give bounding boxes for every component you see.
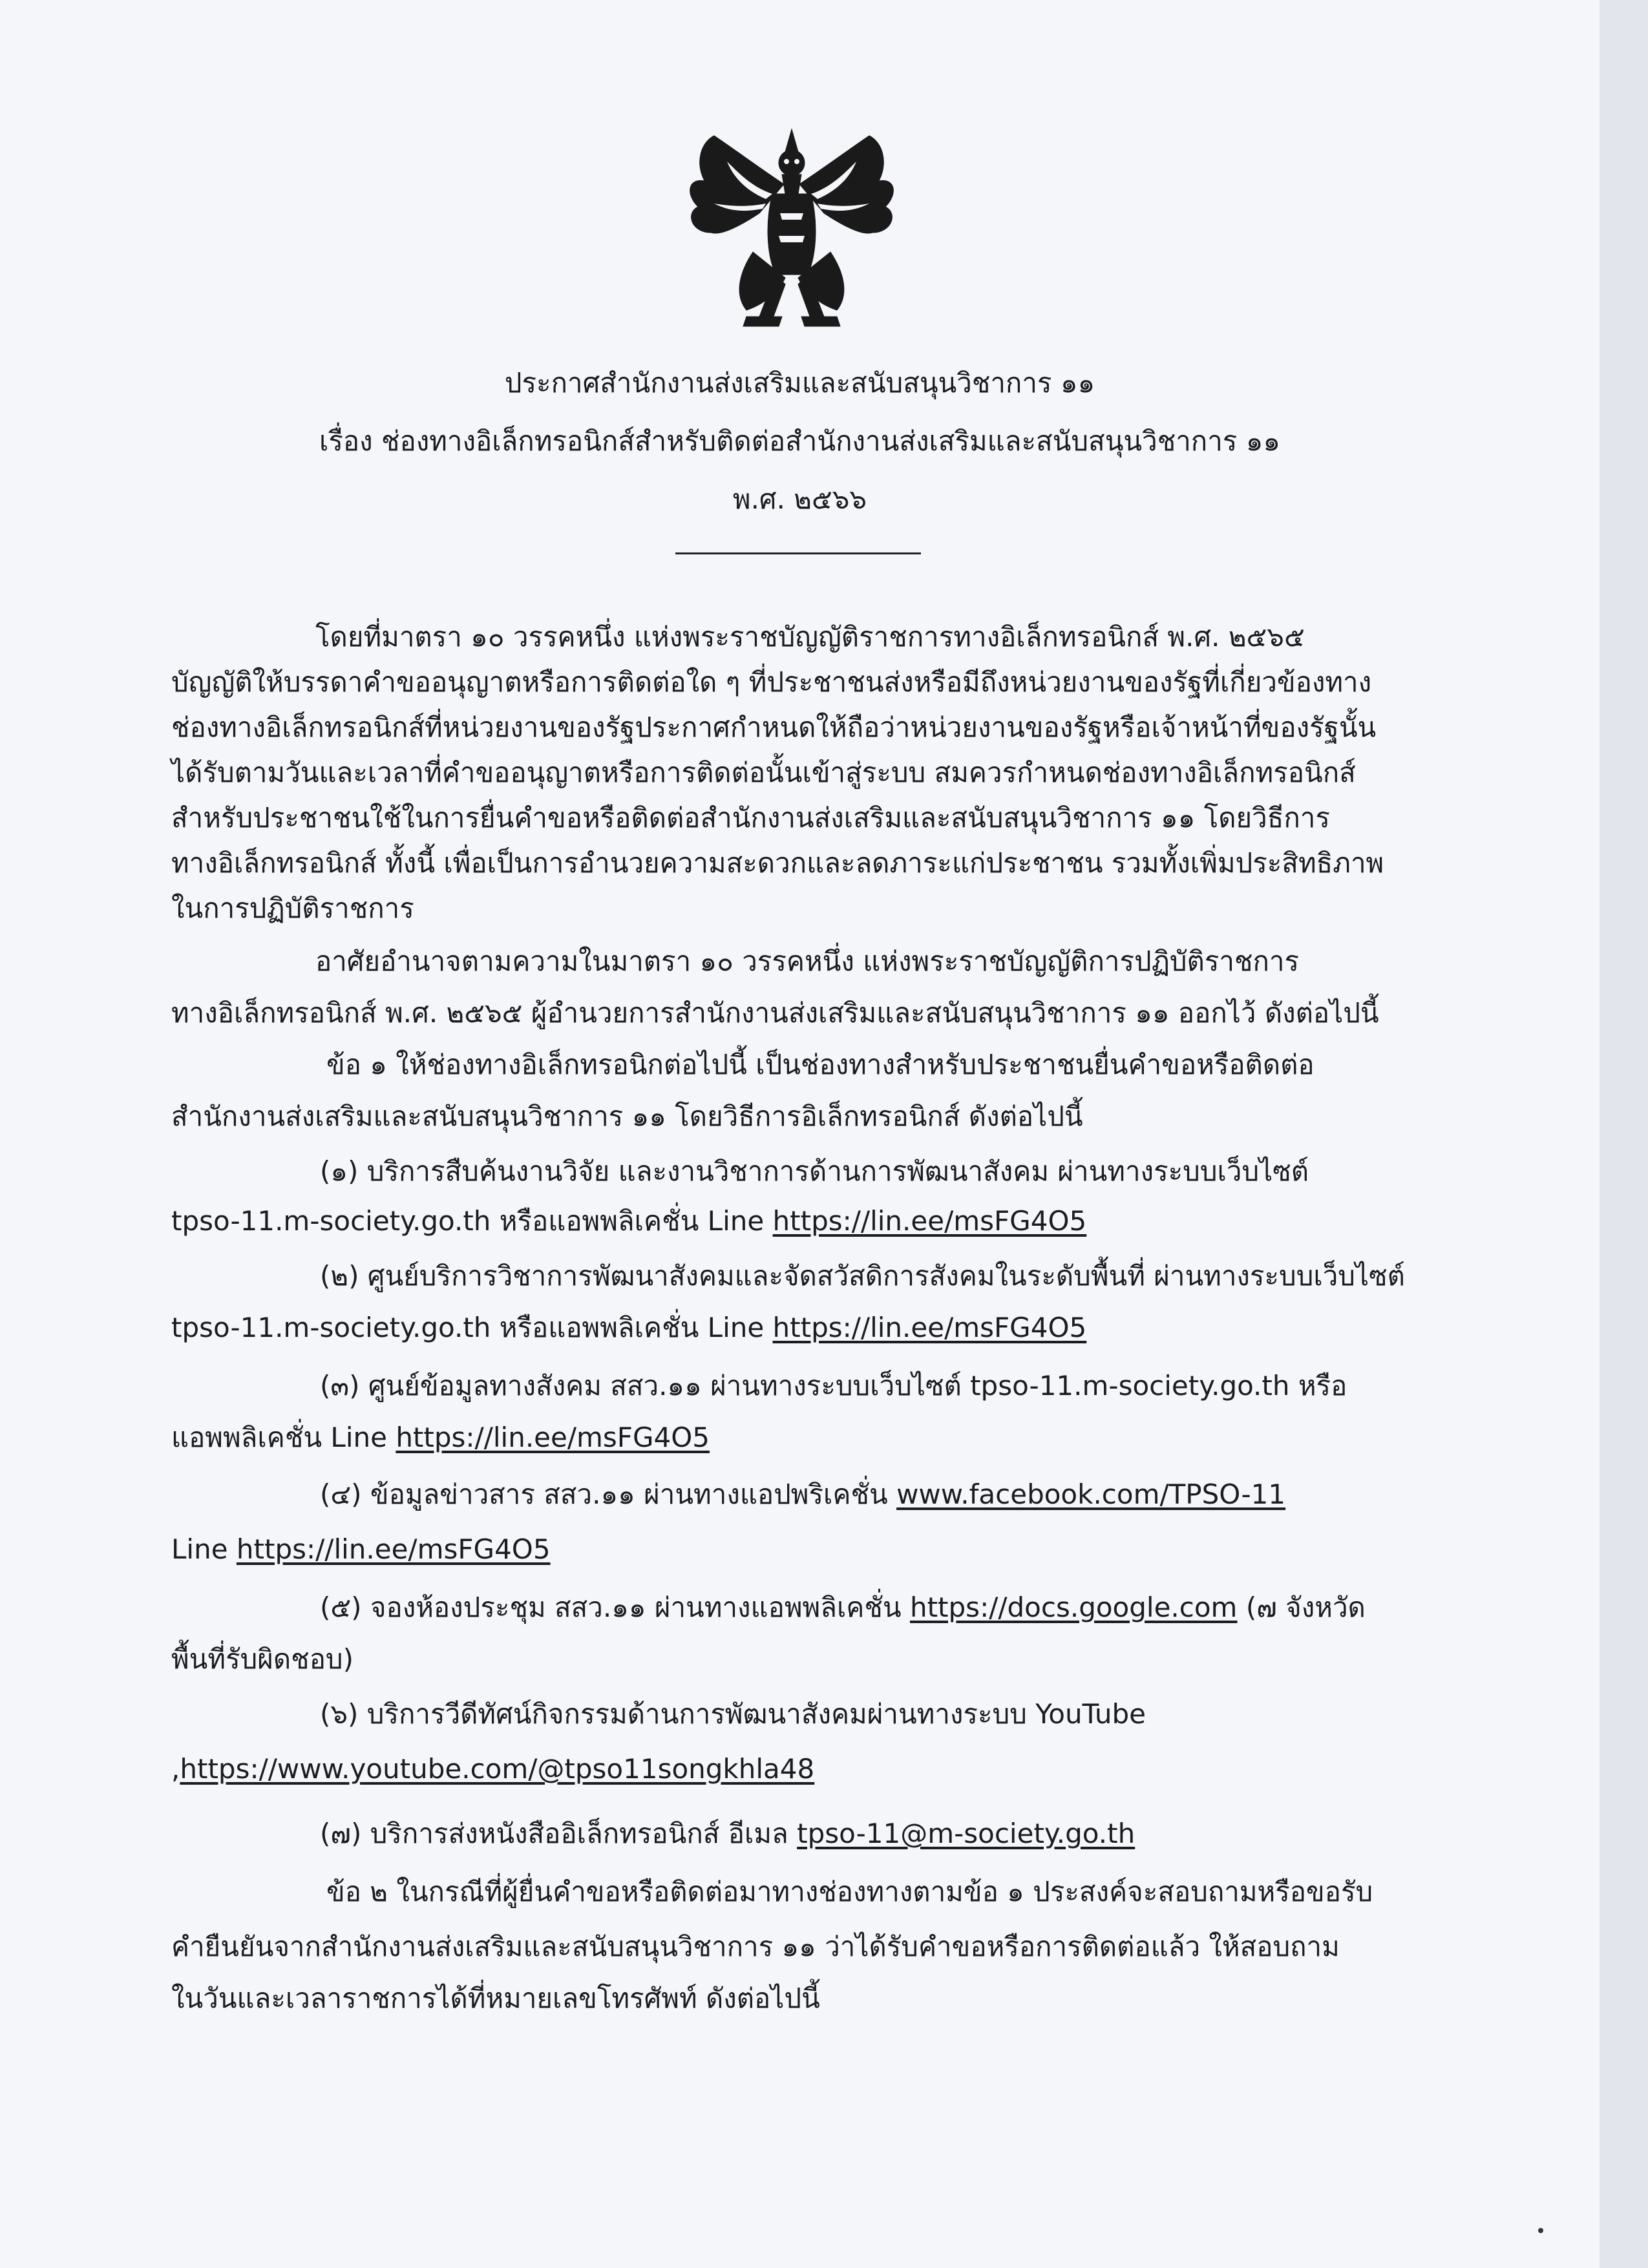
clause-1-line-1: ข้อ ๑ ให้ช่องทางอิเล็กทรอนิกต่อไปนี้ เป็นช่องทางสำหรับประชาชนยื่นคำขอหรือติดต่อ — [326, 1049, 1315, 1080]
item-4-line-link[interactable]: https://lin.ee/msFG4O5 — [236, 1533, 551, 1565]
body-line-2: บัญญัติให้บรรดาคำขออนุญาตหรือการติดต่อใด ๆ ที่ประชาชนส่งหรือมีถึงหน่วยงานของรัฐที่เกี่ยวข้องทาง — [171, 666, 1372, 698]
header-divider — [675, 552, 921, 554]
item-5-google-link[interactable]: https://docs.google.com — [909, 1591, 1238, 1623]
item-2-line-2 — [171, 1310, 1086, 1346]
announcement-title: ประกาศสำนักงานส่งเสริมและสนับสนุนวิชาการ ๑๑ — [504, 367, 1095, 399]
clause-1-line-2: สำนักงานส่งเสริมและสนับสนุนวิชาการ ๑๑ โดยวิธีการอิเล็กทรอนิกส์ ดังต่อไปนี้ — [171, 1100, 1083, 1132]
body-line-1: โดยที่มาตรา ๑๐ วรรคหนึ่ง แห่งพระราชบัญญัติราชการทางอิเล็กทรอนิกส์ พ.ศ. ๒๕๖๕ — [315, 621, 1305, 653]
item-6-line-2 — [171, 1751, 814, 1787]
item-2-line-link[interactable]: https://lin.ee/msFG4O5 — [772, 1312, 1087, 1343]
item-1-text: tpso-11.m-society.go.th หรือแอพพลิเคชั่น Line — [171, 1205, 773, 1237]
item-2-line-1: (๒) ศูนย์บริการวิชาการพัฒนาสังคมและจัดสวัสดิการสังคมในระดับพื้นที่ ผ่านทางระบบเว็บไซต์ — [320, 1260, 1405, 1292]
body-line-5: สำหรับประชาชนใช้ในการยื่นคำขอหรือติดต่อสำนักงานส่งเสริมและสนับสนุนวิชาการ ๑๑ โดยวิธีการ — [171, 802, 1330, 834]
announcement-subject: เรื่อง ช่องทางอิเล็กทรอนิกส์สำหรับติดต่อสำนักงานส่งเสริมและสนับสนุนวิชาการ ๑๑ — [319, 425, 1281, 457]
item-6-youtube-link[interactable]: https://www.youtube.com/@tpso11songkhla48 — [180, 1753, 815, 1785]
clause-2-line-1: ข้อ ๒ ในกรณีที่ผู้ยื่นคำขอหรือติดต่อมาทางช่องทางตามข้อ ๑ ประสงค์จะสอบถามหรือขอรับ — [326, 1876, 1373, 1907]
item-3-line-2 — [171, 1420, 710, 1456]
item-4-line-2 — [171, 1531, 551, 1568]
item-7-text: (๗) บริการส่งหนังสืออิเล็กทรอนิกส์ อีเมล — [320, 1818, 798, 1849]
scan-speck — [1538, 2228, 1543, 2233]
item-4-line-1 — [320, 1476, 1285, 1513]
body-line-4: ได้รับตามวันและเวลาที่คำขออนุญาตหรือการติดต่อนั้นเข้าสู่ระบบ สมควรกำหนดช่องทางอิเล็กทรอนิกส์ — [171, 757, 1356, 788]
body-line-3: ช่องทางอิเล็กทรอนิกส์ที่หน่วยงานของรัฐประกาศกำหนดให้ถือว่าหน่วยงานของรัฐหรือเจ้าหน้าที่ของรัฐนั้น — [171, 711, 1377, 743]
item-2-text: tpso-11.m-society.go.th หรือแอพพลิเคชั่น Line — [171, 1312, 773, 1343]
item-3-line-link[interactable]: https://lin.ee/msFG4O5 — [396, 1422, 710, 1453]
body-line-9: ทางอิเล็กทรอนิกส์ พ.ศ. ๒๕๖๕ ผู้อำนวยการสำนักงานส่งเสริมและสนับสนุนวิชาการ ๑๑ ออกไว้ ดังต่อไปนี้ — [171, 997, 1379, 1029]
item-1-line-2 — [171, 1203, 1086, 1239]
clause-2-line-3: ในวันและเวลาราชการได้ที่หมายเลขโทรศัพท์ ดังต่อไปนี้ — [171, 1982, 820, 2014]
item-1-line-link[interactable]: https://lin.ee/msFG4O5 — [772, 1205, 1087, 1237]
item-5-text: (๕) จองห้องประชุม สสว.๑๑ ผ่านทางแอพพลิเคชั่น — [320, 1591, 910, 1623]
item-7-email-link[interactable]: tpso-11@m-society.go.th — [797, 1818, 1136, 1849]
item-4-facebook-link[interactable]: www.facebook.com/TPSO-11 — [896, 1478, 1286, 1510]
body-line-6: ทางอิเล็กทรอนิกส์ ทั้งนี้ เพื่อเป็นการอำนวยความสะดวกและลดภาระแก่ประชาชน รวมทั้งเพิ่มประสิทธิภาพ — [171, 847, 1384, 879]
scan-margin-strip — [1600, 0, 1648, 2268]
item-1-line-1: (๑) บริการสืบค้นงานวิจัย และงานวิชาการด้านการพัฒนาสังคม ผ่านทางระบบเว็บไซต์ — [320, 1155, 1309, 1187]
item-3-text: แอพพลิเคชั่น Line — [171, 1422, 396, 1453]
item-6-line-1: (๖) บริการวีดีทัศน์กิจกรรมด้านการพัฒนาสังคมผ่านทางระบบ YouTube — [320, 1698, 1146, 1730]
item-5-line-1 — [320, 1590, 1366, 1626]
garuda-emblem-icon — [675, 123, 908, 336]
item-4-line-label: Line — [171, 1533, 237, 1565]
item-4-text: (๔) ข้อมูลข่าวสาร สสว.๑๑ ผ่านทางแอปพริเคชั่น — [320, 1478, 897, 1510]
body-line-8: อาศัยอำนาจตามความในมาตรา ๑๐ วรรคหนึ่ง แห่งพระราชบัญญัติการปฏิบัติราชการ — [315, 945, 1300, 977]
item-3-line-1: (๓) ศูนย์ข้อมูลทางสังคม สสว.๑๑ ผ่านทางระบบเว็บไซต์ tpso-11.m-society.go.th หรือ — [320, 1370, 1347, 1402]
item-5-note: (๗ จังหวัด — [1237, 1591, 1366, 1623]
item-7-line-1 — [320, 1816, 1135, 1852]
clause-2-line-2: คำยืนยันจากสำนักงานส่งเสริมและสนับสนุนวิชาการ ๑๑ ว่าได้รับคำขอหรือการติดต่อแล้ว ให้สอบถาม — [171, 1931, 1340, 1962]
item-5-line-2: พื้นที่รับผิดชอบ) — [171, 1643, 354, 1675]
announcement-year: พ.ศ. ๒๕๖๖ — [732, 483, 867, 515]
item-6-comma: , — [171, 1753, 180, 1785]
body-line-7: ในการปฏิบัติราชการ — [171, 892, 414, 924]
